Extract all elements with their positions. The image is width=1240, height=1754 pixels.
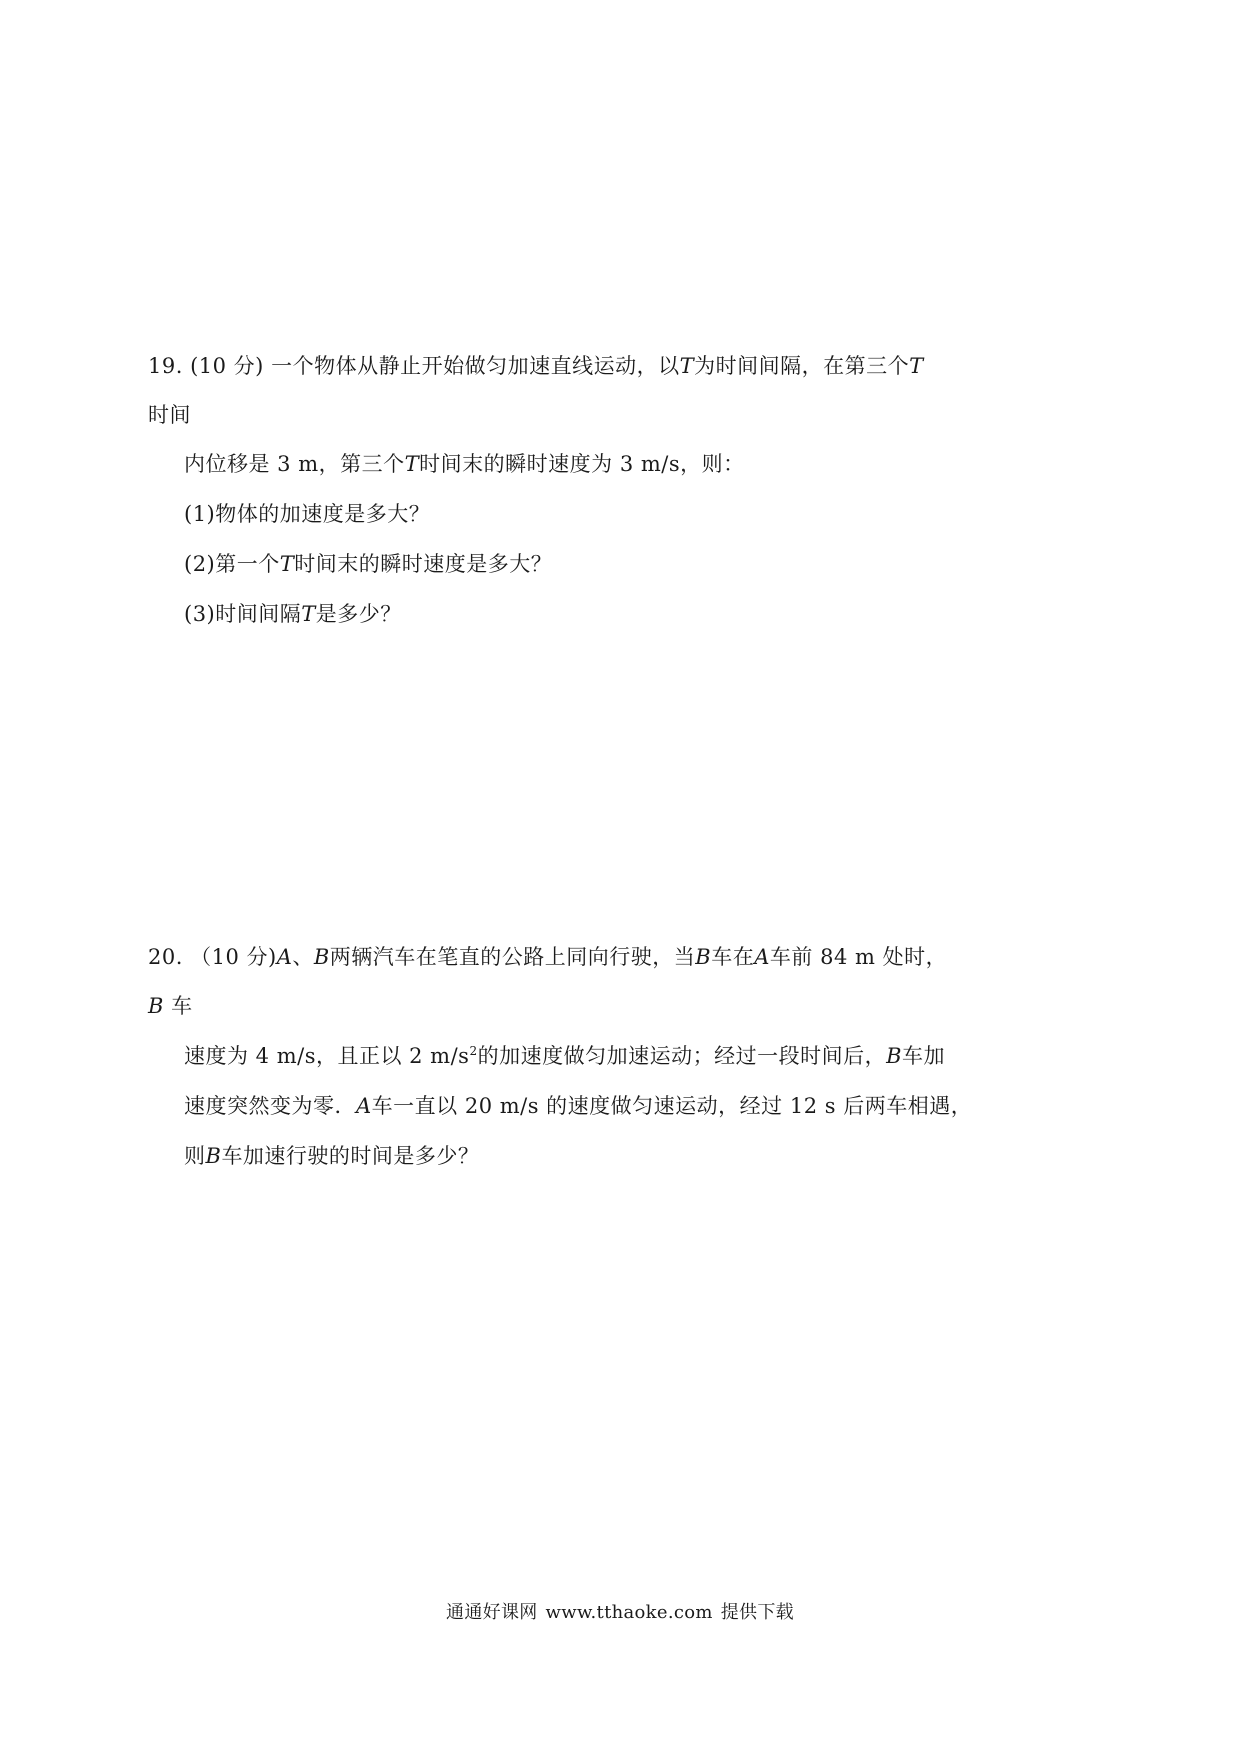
q20-line-2: B 车 [148,994,193,1018]
q20-line-1: 20. （10 分)A、B两辆汽车在笔直的公路上同向行驶，当B车在A车前 84 m 处时， [148,945,948,969]
q20-line-3: 速度为 4 m/s，且正以 2 $m/s^2$的加速度做匀加速运动；经过一段时间后，B车加 [184,1044,946,1068]
footer-suffix: 提供下载 [720,1602,794,1623]
q20-line-4: 速度突然变为零．A车一直以 20 m/s 的速度做匀速运动，经过 12 s 后两车相遇， [184,1094,973,1118]
q19-points: (10 分) [190,354,264,378]
q20-line-5: 则B车加速行驶的时间是多少？ [184,1144,480,1168]
page-footer [0,1600,1240,1626]
q20-points: （10 分) [190,945,277,969]
q19-line-2: 时间 [148,403,191,427]
q19-line-3: 内位移是 3 m，第三个T时间末的瞬时速度为 3 m/s，则： [184,452,745,476]
footer-url: www.tthaoke.com [545,1602,713,1623]
q19-line-1: 19. (10 分) 一个物体从静止开始做匀加速直线运动，以T为时间间隔，在第三个T [148,354,924,378]
footer-brand: 通通好课网 [446,1602,538,1623]
q20-number: 20. [148,945,183,969]
q19-subquestion-1: (1)物体的加速度是多大？ [184,502,431,526]
q19-number: 19. [148,354,183,378]
q19-subquestion-2: (2)第一个T时间末的瞬时速度是多大？ [184,552,553,576]
q19-subquestion-3: (3)时间间隔T是多少？ [184,602,402,626]
